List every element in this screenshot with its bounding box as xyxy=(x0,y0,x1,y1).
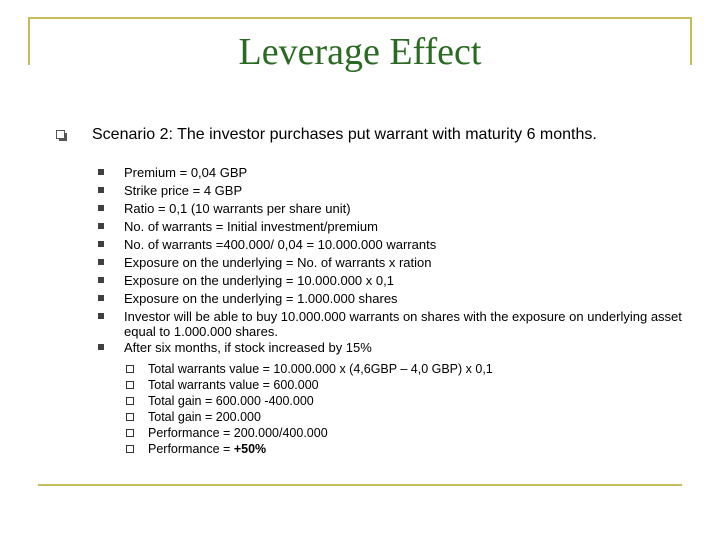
square-bullet-icon xyxy=(98,223,104,229)
hollow-square-bullet-icon xyxy=(126,429,134,437)
list-item xyxy=(124,255,684,270)
list-item-text: No. of warrants = Initial investment/premium xyxy=(124,219,378,234)
square-bullet-icon xyxy=(98,259,104,265)
sub-list xyxy=(148,362,668,458)
sub-list-item-text: Total gain = 200.000 xyxy=(148,410,261,424)
hollow-square-bullet-icon xyxy=(126,381,134,389)
list-item xyxy=(124,340,684,355)
list-item xyxy=(124,183,684,198)
square-bullet-icon xyxy=(98,277,104,283)
slide-title: Leverage Effect xyxy=(238,31,482,73)
list-item-text: After six months, if stock increased by 15% xyxy=(124,340,372,355)
list-item-text: Exposure on the underlying = 1.000.000 shares xyxy=(124,291,398,306)
list-item-text: Strike price = 4 GBP xyxy=(124,183,243,198)
square-bullet-icon xyxy=(98,313,104,319)
performance-label: Performance = xyxy=(148,442,234,456)
list-item-text: Premium = 0,04 GBP xyxy=(124,165,248,180)
hollow-square-bullet-icon xyxy=(126,445,134,453)
list-item xyxy=(124,237,684,252)
list-item xyxy=(124,291,684,306)
hollow-square-bullet-icon xyxy=(56,130,65,139)
sub-list-item-text: Performance = 200.000/400.000 xyxy=(148,426,328,440)
sub-list-item-text: Total warrants value = 600.000 xyxy=(148,378,319,392)
list-item-text: Exposure on the underlying = No. of warrants x ration xyxy=(124,255,432,270)
hollow-square-bullet-icon xyxy=(126,397,134,405)
frame-top-line xyxy=(28,17,692,19)
scenario-text: Scenario 2: The investor purchases put warrant with maturity 6 months. xyxy=(92,126,597,143)
sub-list-item xyxy=(148,410,668,424)
list-item xyxy=(124,219,684,234)
sub-list-item-text: Total warrants value = 10.000.000 x (4,6GBP – 4,0 GBP) x 0,1 xyxy=(148,362,493,376)
list-item xyxy=(124,309,684,339)
list-item xyxy=(124,273,684,288)
frame-bottom-line xyxy=(38,484,682,486)
square-bullet-icon xyxy=(98,205,104,211)
sub-list-item xyxy=(148,442,668,456)
hollow-square-bullet-icon xyxy=(126,413,134,421)
list-item-text: Exposure on the underlying = 10.000.000 x 0,1 xyxy=(124,273,394,288)
square-bullet-icon xyxy=(98,344,104,350)
sub-list-item xyxy=(148,426,668,440)
list-item-text: Ratio = 0,1 (10 warrants per share unit) xyxy=(124,201,351,216)
square-bullet-icon xyxy=(98,295,104,301)
sub-list-item xyxy=(148,378,668,392)
list-item-text: Investor will be able to buy 10.000.000 warrants on shares with the exposure on underlying asset equal to 1.000.000 shares. xyxy=(124,309,682,339)
list-item-text: No. of warrants =400.000/ 0,04 = 10.000.000 warrants xyxy=(124,237,437,252)
sub-list-item xyxy=(148,394,668,408)
sub-list-item-text: Total gain = 600.000 -400.000 xyxy=(148,394,314,408)
sub-list-item xyxy=(148,362,668,376)
list-item xyxy=(124,201,684,216)
square-bullet-icon xyxy=(98,187,104,193)
detail-list xyxy=(124,165,684,358)
square-bullet-icon xyxy=(98,169,104,175)
performance-value: +50% xyxy=(233,442,267,456)
square-bullet-icon xyxy=(98,241,104,247)
list-item xyxy=(124,165,684,180)
hollow-square-bullet-icon xyxy=(126,365,134,373)
